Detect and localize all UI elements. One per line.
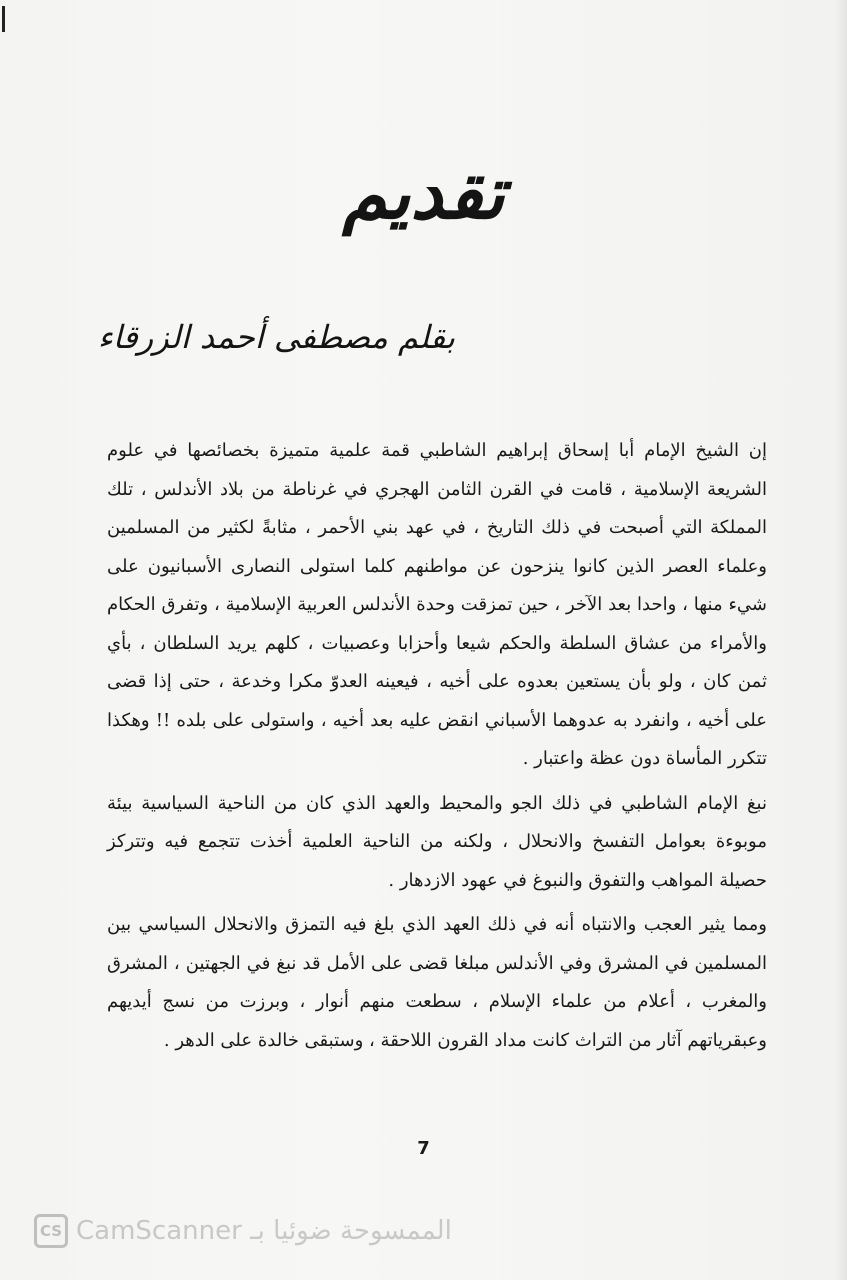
page-edge-mark <box>2 6 5 32</box>
watermark-text: CamScanner الممسوحة ضوئيا بـ <box>76 1216 452 1246</box>
camscanner-watermark <box>34 1214 452 1248</box>
page-number: 7 <box>417 1138 430 1159</box>
body-text <box>107 432 767 1066</box>
page-title: تقديم <box>342 150 505 235</box>
camscanner-logo-icon: CS <box>34 1214 68 1248</box>
paragraph-3: ومما يثير العجب والانتباه أنه في ذلك العهد الذي بلغ فيه التمزق والانحلال السياسي بين المسلمين في المشرق وفي الأندلس مبلغا قضى على الأمل قد نبغ في الجهتين ، المشرق والمغرب ، أعلام من علماء الإسلام ، سطعت منهم أنوار ، وبرزت من نسج أيديهم وعبقرياتهم آثار من التراث كانت مداد القرون اللاحقة ، وستبقى خالدة على الدهر . <box>107 914 767 1051</box>
author-byline: بقلم مصطفى أحمد الزرقاء <box>97 318 455 356</box>
paragraph-1: إن الشيخ الإمام أبا إسحاق إبراهيم الشاطبي قمة علمية متميزة بخصائصها في علوم الشريعة الإسلامية ، قامت في القرن الثامن الهجري في غرناطة من بلاد الأندلس ، تلك المملكة التي أصبحت في ذلك التاريخ ، في عهد بني الأحمر ، مثابةً لكثير من المسلمين وعلماء العصر الذين كانوا ينزحون عن مواطنهم كلما استولى النصارى الأسبانيون على شيء منها ، واحدا بعد الآخر ، حين تمزقت وحدة الأندلس العربية الإسلامية ، وتفرق الحكام والأمراء من عشاق السلطة والحكم شيعا وأحزابا وعصبيات ، كلهم يريد السلطان ، بأي ثمن كان ، ولو بأن يستعين بعدوه على أخيه ، فيعينه العدوّ مكرا وخدعة ، حتى إذا قضى على أخيه ، وانفرد به عدوهما الأسباني انقض عليه بعد أخيه ، واستولى على بلده !! وهكذا تتكرر المأساة دون عظة واعتبار . <box>107 440 768 769</box>
paragraph-2: نبغ الإمام الشاطبي في ذلك الجو والمحيط والعهد الذي كان من الناحية السياسية بيئة موبوءة بعوامل التفسخ والانحلال ، ولكنه من الناحية العلمية أخذت تتجمع فيه وتتركز حصيلة المواهب والتفوق والنبوغ في عهود الازدهار . <box>107 792 767 891</box>
